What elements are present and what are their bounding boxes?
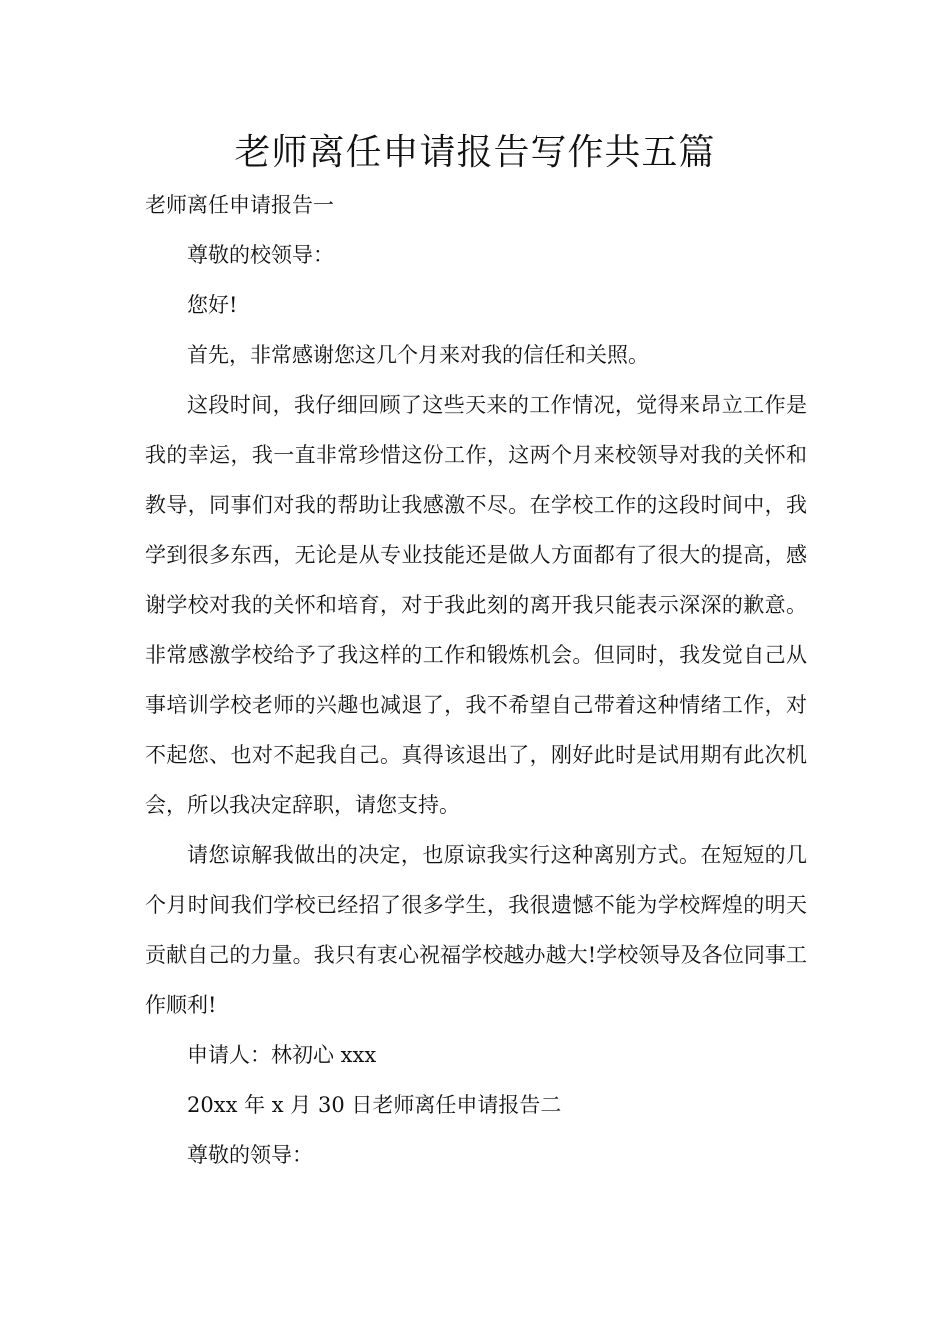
applicant-line: 申请人：林初心 xxx [187, 1043, 377, 1067]
section-heading: 老师离任申请报告一 [145, 193, 334, 217]
salutation: 尊敬的校领导： [187, 243, 334, 267]
document-body [145, 180, 807, 1180]
greeting: 您好! [187, 293, 238, 317]
paragraph: 这段时间，我仔细回顾了这些天来的工作情况，觉得来昂立工作是我的幸运，我一直非常珍惜这份工作，这两个月来校领导对我的关怀和教导，同事们对我的帮助让我感激不尽。在学校工作的这段时间中，我学到很多东西，无论是从专业技能还是做人方面都有了很大的提高，感谢学校对我的关怀和培育，对于我此刻的离开我只能表示深深的歉意。非常感激学校给予了我这样的工作和锻炼机会。但同时，我发觉自己从事培训学校老师的兴趣也减退了，我不希望自己带着这种情绪工作，对不起您、也对不起我自己。真得该退出了，刚好此时是试用期有此次机会，所以我决定辞职，请您支持。 [145, 393, 807, 817]
salutation: 尊敬的领导： [187, 1143, 313, 1167]
paragraph: 请您谅解我做出的决定，也原谅我实行这种离别方式。在短短的几个月时间我们学校已经招了很多学生，我很遗憾不能为学校辉煌的明天贡献自己的力量。我只有衷心祝福学校越办越大!学校领导及各位同事工作顺利! [145, 843, 807, 1017]
date-and-section-heading: 20xx 年 x 月 30 日老师离任申请报告二 [187, 1093, 562, 1117]
document-title: 老师离任申请报告写作共五篇 [234, 132, 716, 173]
paragraph: 首先，非常感谢您这几个月来对我的信任和关照。 [187, 343, 649, 367]
